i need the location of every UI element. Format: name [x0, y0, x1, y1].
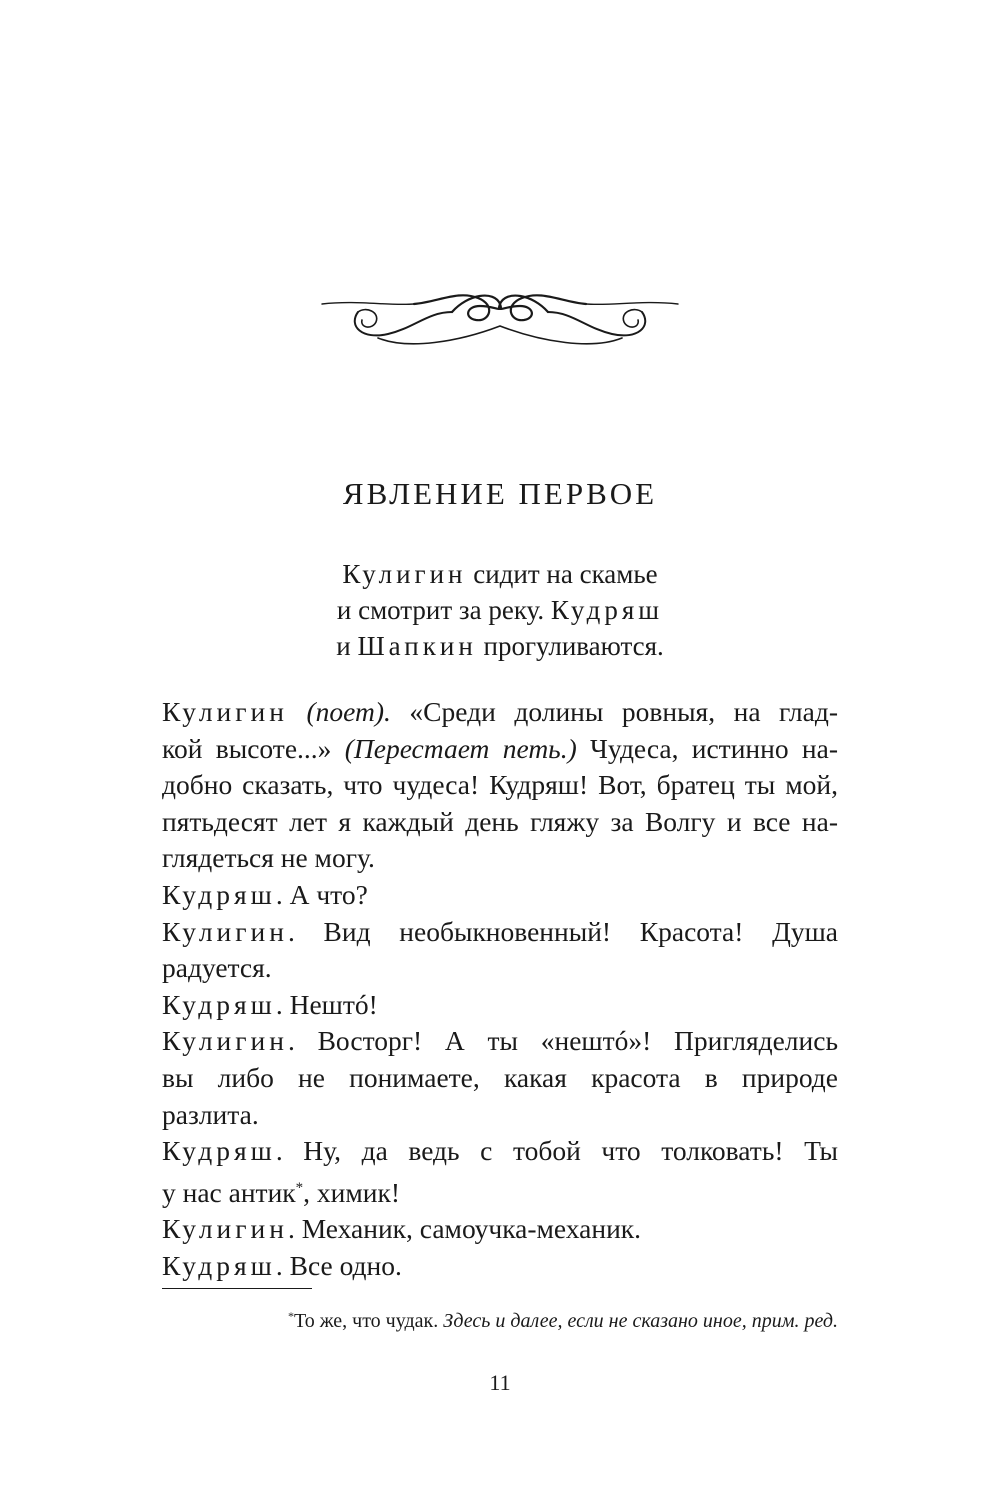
text-line: кой высоте...» (Перестает петь.) Чудеса, истинно на-	[162, 732, 839, 764]
text-line: радуется.	[162, 952, 272, 984]
text-line: Кудряш. Ну, да ведь с тобой что толковать! Ты	[162, 1135, 838, 1167]
character-name: Кудряш	[162, 988, 276, 1020]
text-line: Кудряш. Нештó!	[162, 988, 378, 1020]
dialogue-body	[162, 694, 838, 1285]
character-name: Кудряш	[550, 595, 664, 625]
text-line: Кулигин. Восторг! А ты «нештó»! Пригляделись	[162, 1025, 838, 1057]
footnote-divider	[162, 1288, 312, 1289]
text-line: добно сказать, что чудеса! Кудряш! Вот, братец ты мой,	[162, 769, 838, 801]
scene-heading: ЯВЛЕНИЕ ПЕРВОЕ	[342, 476, 658, 511]
flourish-ornament-icon	[318, 282, 682, 354]
text-line: Кулигин. Вид необыкновенный! Красота! Душа	[162, 915, 838, 947]
text-line: Кулигин (поет). «Среди долины ровныя, на глад-	[162, 696, 839, 727]
stage-line-3: и Шапкин прогуливаются.	[336, 631, 664, 661]
text-line: Кудряш. Все одно.	[162, 1250, 402, 1282]
page-number: 11	[489, 1370, 511, 1395]
text-line: у нас антик*, химик!	[162, 1176, 401, 1208]
text-line: глядеться не могу.	[162, 842, 375, 874]
text-line: вы либо не понимаете, какая красота в природе	[162, 1061, 838, 1093]
character-name: Шапкин	[357, 631, 477, 661]
text-line: пятьдесят лет я каждый день гляжу за Волгу и все на-	[162, 805, 838, 837]
text-line: разлита.	[162, 1098, 259, 1130]
character-name: Кулигин	[162, 1213, 288, 1245]
character-name: Кудряш	[162, 1135, 276, 1167]
character-name: Кудряш	[162, 1250, 276, 1282]
stage-remark: (поет).	[306, 696, 391, 727]
footnote: *То же, что чудак. Здесь и далее, если не сказано иное, прим. ред.	[288, 1309, 838, 1332]
stage-remark: (Перестает петь.)	[344, 732, 577, 764]
character-name: Кулигин	[342, 559, 467, 589]
text-line: Кудряш. А что?	[162, 878, 368, 910]
footnote-marker: *	[295, 1179, 304, 1196]
character-name: Кулигин	[162, 696, 288, 727]
text-line: Кулигин. Механик, самоучка-механик.	[162, 1213, 642, 1245]
character-name: Кулигин	[162, 1025, 288, 1057]
stage-line-2: и смотрит за реку. Кудряш	[336, 595, 664, 625]
footnote-marker: *	[288, 1309, 294, 1323]
character-name: Кулигин	[162, 915, 288, 947]
stage-line-1: Кулигин сидит на скамье	[342, 559, 658, 589]
character-name: Кудряш	[162, 878, 276, 910]
stage-direction	[0, 556, 1000, 664]
